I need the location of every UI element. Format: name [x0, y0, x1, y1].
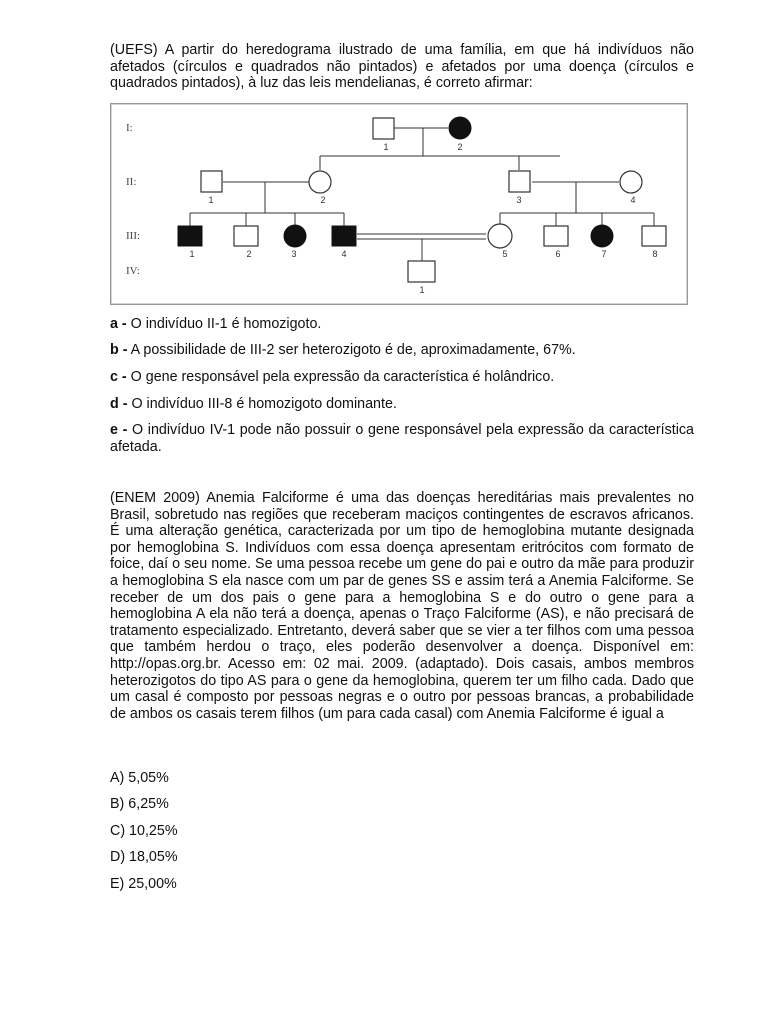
option-b[interactable]: b - A possibilidade de III-2 ser heterozigoto é de, aproximadamente, 67%.: [110, 342, 576, 358]
label-III-2: 2: [246, 249, 252, 259]
option-d[interactable]: d - O indivíduo III-8 é homozigoto dominante.: [110, 396, 397, 412]
pedigree-II-1-male: [201, 171, 222, 192]
pedigree-IV-1-male: [408, 261, 435, 282]
label-II-2: 2: [320, 195, 326, 205]
gen-label-I: I:: [126, 122, 133, 134]
question-2-text: (ENEM 2009) Anemia Falciforme é uma das doenças hereditárias mais prevalentes no Brasil, sobretudo nas regiões que receberam maciços contingentes de escravos africanos. É uma alteração genética, caracterizada por um tipo de hemoglobina mutante designada por hemoglobina S. Indivíduos com essa doença apresentam eritrócitos com formato de foice, daí o seu nome. Se uma pessoa recebe um gene do pai e outro da mãe para produzir a hemoglobina S ela nasce com um par de genes SS e assim terá a Anemia Falciforme. Se receber de um dos pais o gene para a hemoglobina S e do outro o gene para a hemoglobina A ela não terá a doença, apenas o Traço Falciforme (AS), e não precisará de tratamento especializado. Entretanto, deverá saber que se vier a ter filhos com uma pessoa que também herdou o traço, eles poderão desenvolver a doença. Disponível em: http://opas.org.br. Acesso em: 02 mai. 2009. (adaptado). Dois casais, ambos membros heterozigotos do tipo AS para o gene da hemoglobina, querem ter um filho cada. Dado que um casal é composto por pessoas negras e o outro por pessoas brancas, a probabilidade de ambos os casais terem filhos (um para cada casal) com Anemia Falciforme é igual a: [110, 490, 694, 722]
pedigree-III-3-female-affected: [284, 225, 306, 247]
pedigree-figure: [110, 103, 688, 305]
label-III-6: 6: [555, 249, 561, 259]
label-I-2: 2: [457, 142, 463, 152]
answer-c[interactable]: C) 10,25%: [110, 823, 178, 839]
pedigree-II-2-female: [309, 171, 331, 193]
pedigree-III-5-female: [488, 224, 512, 248]
gen-label-IV: IV:: [126, 265, 140, 277]
pedigree-III-7-female-affected: [591, 225, 613, 247]
gen-label-II: II:: [126, 176, 137, 188]
label-II-3: 3: [516, 195, 522, 205]
question-1-intro: (UEFS) A partir do heredograma ilustrado de uma família, em que há indivíduos não afetados (círculos e quadrados não pintados) e afetados por uma doença (círculos e quadrados pintados), à luz das leis mendelianas, é correto afirmar:: [110, 42, 694, 92]
pedigree-I-2-female-affected: [449, 117, 471, 139]
gen-label-III: III:: [126, 230, 141, 242]
label-IV-1: 1: [419, 285, 425, 295]
option-e[interactable]: e - O indivíduo IV-1 pode não possuir o gene responsável pela expressão da característica afetada.: [110, 422, 694, 455]
answer-a[interactable]: A) 5,05%: [110, 770, 169, 786]
label-III-8: 8: [652, 249, 658, 259]
pedigree-III-1-male-affected: [178, 226, 202, 246]
pedigree-III-2-male: [234, 226, 258, 246]
label-III-3: 3: [291, 249, 297, 259]
pedigree-III-6-male: [544, 226, 568, 246]
label-III-1: 1: [189, 249, 195, 259]
answer-b[interactable]: B) 6,25%: [110, 796, 169, 812]
label-I-1: 1: [383, 142, 389, 152]
pedigree-III-4-male-affected: [332, 226, 356, 246]
pedigree-II-4-female: [620, 171, 642, 193]
label-III-7: 7: [601, 249, 607, 259]
pedigree-III-8-male: [642, 226, 666, 246]
label-II-4: 4: [630, 195, 636, 205]
option-a[interactable]: a - O indivíduo II-1 é homozigoto.: [110, 316, 322, 332]
option-c[interactable]: c - O gene responsável pela expressão da característica é holândrico.: [110, 369, 555, 385]
label-II-1: 1: [208, 195, 214, 205]
answer-d[interactable]: D) 18,05%: [110, 849, 178, 865]
pedigree-II-3-male: [509, 171, 530, 192]
label-III-5: 5: [502, 249, 508, 259]
label-III-4: 4: [341, 249, 347, 259]
pedigree-I-1-male: [373, 118, 394, 139]
answer-e[interactable]: E) 25,00%: [110, 876, 177, 892]
